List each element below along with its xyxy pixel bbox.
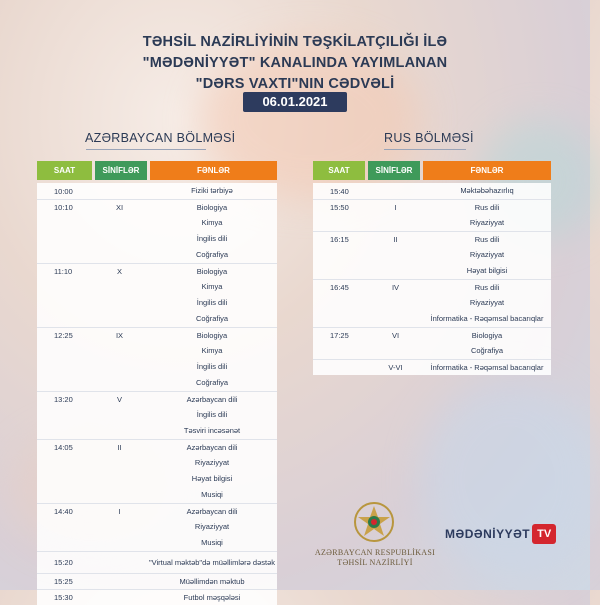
section-divider	[384, 149, 466, 150]
cell-time	[37, 455, 92, 471]
cell-time: 17:25	[330, 331, 349, 340]
cell-time	[37, 423, 92, 439]
table-row	[37, 407, 277, 423]
cell-subject: Riyaziyyat	[194, 522, 230, 531]
table-row	[313, 311, 551, 327]
table-row	[37, 311, 277, 327]
cell-grade	[92, 487, 147, 503]
cell-time	[313, 215, 368, 231]
table-row	[37, 295, 277, 311]
cell-time: 13:20	[54, 395, 73, 404]
cell-grade	[368, 247, 423, 263]
cell-subject: İngilis dili	[196, 298, 228, 307]
cell-subject: Kimya	[201, 346, 223, 355]
table-row	[37, 327, 277, 343]
cell-time: 10:10	[54, 203, 73, 212]
cell-grade	[368, 263, 423, 279]
cell-time	[313, 247, 368, 263]
table-row	[313, 343, 551, 359]
cell-subject: Riyaziyyat	[469, 298, 505, 307]
cell-grade	[92, 423, 147, 439]
table-row	[37, 343, 277, 359]
cell-subject: İngilis dili	[196, 410, 228, 419]
cell-subject: İngilis dili	[196, 362, 228, 371]
cell-time	[313, 343, 368, 359]
cell-subject: Coğrafiya	[470, 346, 504, 355]
table-row	[37, 279, 277, 295]
cell-subject: Musiqi	[201, 490, 223, 499]
table-row	[37, 263, 277, 279]
table-row	[37, 183, 277, 199]
cell-grade	[92, 231, 147, 247]
cell-time	[37, 471, 92, 487]
ru-schedule-table	[313, 161, 551, 375]
ministry-name	[300, 548, 450, 568]
cell-grade: IV	[391, 283, 400, 292]
table-row	[313, 215, 551, 231]
cell-time	[37, 311, 92, 327]
cell-subject: İnformatika - Rəqəmsal bacarıqlar	[430, 362, 544, 372]
cell-time: 14:05	[54, 443, 73, 452]
cell-grade: I	[394, 203, 397, 212]
ministry-line: AZƏRBAYCAN RESPUBLİKASI	[314, 548, 436, 557]
table-body	[313, 183, 551, 375]
cell-grade	[368, 183, 423, 199]
cell-subject: Riyaziyyat	[469, 218, 505, 227]
table-row	[37, 231, 277, 247]
cell-subject: Musiqi	[201, 538, 223, 547]
table-header	[37, 161, 277, 180]
table-row	[313, 263, 551, 279]
ru-section-title: RUS BÖLMƏSİ	[384, 131, 474, 145]
cell-subject: Rus dili	[474, 234, 500, 244]
cell-time: 15:40	[330, 186, 349, 196]
cell-grade	[92, 183, 147, 199]
cell-subject: Rus dili	[474, 202, 500, 212]
tv-badge: TV	[532, 524, 556, 544]
table-row	[37, 535, 277, 551]
tv-logo	[445, 523, 556, 545]
cell-subject: İnformatika - Rəqəmsal bacarıqlar	[430, 314, 544, 323]
table-row	[37, 439, 277, 455]
cell-subject: İngilis dili	[196, 234, 228, 243]
header-saat: SAAT	[313, 161, 365, 180]
cell-grade: I	[118, 507, 121, 516]
cell-subject: Məktəbəhazırlıq	[460, 186, 514, 195]
table-row	[313, 279, 551, 295]
cell-time: 10:00	[54, 186, 73, 196]
cell-grade	[92, 295, 147, 311]
table-row	[313, 199, 551, 215]
cell-subject: Riyaziyyat	[194, 458, 230, 467]
title-line: "MƏDƏNİYYƏT" KANALINDA YAYIMLANAN	[142, 55, 448, 71]
cell-grade	[92, 455, 147, 471]
title-line: TƏHSİL NAZİRLİYİNİN TƏŞKİLATÇILIĞI İLƏ	[142, 34, 448, 50]
page-title	[0, 32, 590, 95]
cell-grade	[92, 407, 147, 423]
cell-grade	[92, 311, 147, 327]
table-row	[37, 391, 277, 407]
cell-grade: VI	[391, 331, 400, 340]
cell-grade: V	[116, 395, 122, 404]
table-row	[37, 471, 277, 487]
cell-time	[37, 279, 92, 295]
cell-time: 14:40	[54, 507, 73, 516]
cell-grade	[92, 375, 147, 391]
cell-time	[313, 360, 368, 375]
table-row	[313, 295, 551, 311]
cell-grade	[92, 552, 147, 573]
cell-subject: Biologiya	[196, 202, 228, 212]
cell-time	[37, 343, 92, 359]
cell-grade	[368, 295, 423, 311]
tv-name: MƏDƏNİYYƏT	[445, 527, 531, 541]
az-section-title: AZƏRBAYCAN BÖLMƏSİ	[85, 131, 236, 145]
header-sinifler: SİNİFLƏR	[368, 161, 420, 180]
cell-time: 12:25	[54, 331, 73, 340]
table-row	[37, 573, 277, 589]
table-body	[37, 183, 277, 605]
cell-time	[313, 263, 368, 279]
cell-subject: Müəllimdən məktub	[179, 576, 245, 586]
cell-grade	[92, 247, 147, 263]
cell-subject: Riyaziyyat	[469, 250, 505, 259]
cell-subject: Rus dili	[474, 282, 500, 292]
table-row	[37, 503, 277, 519]
header-saat: SAAT	[37, 161, 92, 180]
cell-time	[37, 359, 92, 375]
cell-grade: IX	[115, 331, 124, 340]
cell-grade: XI	[115, 203, 124, 212]
table-row	[313, 183, 551, 199]
cell-time	[37, 295, 92, 311]
ministry-line: TƏHSİL NAZİRLİYİ	[337, 558, 413, 567]
cell-time: 16:45	[330, 283, 349, 292]
cell-subject: Həyat bilgisi	[466, 266, 508, 275]
cell-time	[37, 215, 92, 231]
table-row	[37, 455, 277, 471]
cell-grade	[368, 215, 423, 231]
table-row	[37, 551, 277, 573]
cell-time	[37, 519, 92, 535]
table-row	[313, 247, 551, 263]
cell-time	[313, 295, 368, 311]
cell-subject: Biologiya	[196, 330, 228, 340]
header-sinifler: SİNİFLƏR	[95, 161, 147, 180]
cell-time	[37, 375, 92, 391]
cell-time: 16:15	[330, 235, 349, 244]
section-divider	[86, 149, 206, 150]
cell-grade	[92, 590, 147, 605]
cell-subject: Coğrafiya	[195, 250, 229, 259]
cell-subject: Coğrafiya	[195, 314, 229, 323]
cell-grade	[92, 359, 147, 375]
cell-subject: Fiziki tərbiyə	[191, 186, 233, 195]
cell-grade	[368, 311, 423, 327]
cell-grade: II	[393, 235, 398, 244]
cell-time: 15:50	[330, 203, 349, 212]
table-header	[313, 161, 551, 180]
cell-grade: II	[117, 443, 122, 452]
table-row	[313, 359, 551, 375]
cell-grade	[92, 343, 147, 359]
cell-grade: X	[116, 267, 122, 276]
table-row	[313, 231, 551, 247]
cell-time	[37, 535, 92, 551]
header-fenler: FƏNLƏR	[423, 161, 551, 180]
cell-time: 15:20	[54, 558, 73, 567]
cell-subject: Kimya	[201, 282, 223, 291]
az-schedule-table	[37, 161, 277, 605]
table-row	[37, 215, 277, 231]
cell-grade	[92, 215, 147, 231]
date-badge: 06.01.2021	[243, 92, 347, 112]
cell-subject: Biologiya	[196, 266, 228, 276]
cell-grade	[368, 343, 423, 359]
cell-subject: Təsviri incəsənət	[183, 426, 241, 435]
table-row	[313, 327, 551, 343]
cell-time	[37, 231, 92, 247]
cell-time: 15:25	[54, 577, 73, 586]
cell-subject: Futbol məşqələsi	[183, 592, 241, 602]
cell-grade	[92, 574, 147, 589]
cell-subject: Həyat bilgisi	[191, 474, 233, 483]
cell-subject: Azərbaycan dili	[186, 442, 238, 452]
cell-time	[37, 247, 92, 263]
cell-subject: Azərbaycan dili	[186, 506, 238, 516]
title-line: "DƏRS VAXTI"NIN CƏDVƏLİ	[195, 76, 395, 92]
cell-time	[313, 311, 368, 327]
cell-subject: Biologiya	[471, 330, 503, 340]
cell-time: 11:10	[54, 267, 73, 276]
table-row	[37, 199, 277, 215]
cell-grade	[92, 471, 147, 487]
cell-grade	[92, 279, 147, 295]
table-row	[37, 375, 277, 391]
cell-time	[37, 407, 92, 423]
cell-subject: Kimya	[201, 218, 223, 227]
cell-time: 15:30	[54, 593, 73, 602]
table-row	[37, 519, 277, 535]
cell-subject: "Virtual məktəb"də müəllimlərə dəstək	[148, 557, 276, 567]
table-row	[37, 247, 277, 263]
table-row	[37, 487, 277, 503]
cell-grade	[92, 519, 147, 535]
table-row	[37, 423, 277, 439]
cell-grade: V-VI	[388, 363, 403, 372]
cell-grade	[92, 535, 147, 551]
header-fenler: FƏNLƏR	[150, 161, 277, 180]
ministry-emblem-icon	[352, 500, 396, 544]
cell-time	[37, 487, 92, 503]
cell-subject: Coğrafiya	[195, 378, 229, 387]
cell-subject: Azərbaycan dili	[186, 394, 238, 404]
table-row	[37, 589, 277, 605]
table-row	[37, 359, 277, 375]
